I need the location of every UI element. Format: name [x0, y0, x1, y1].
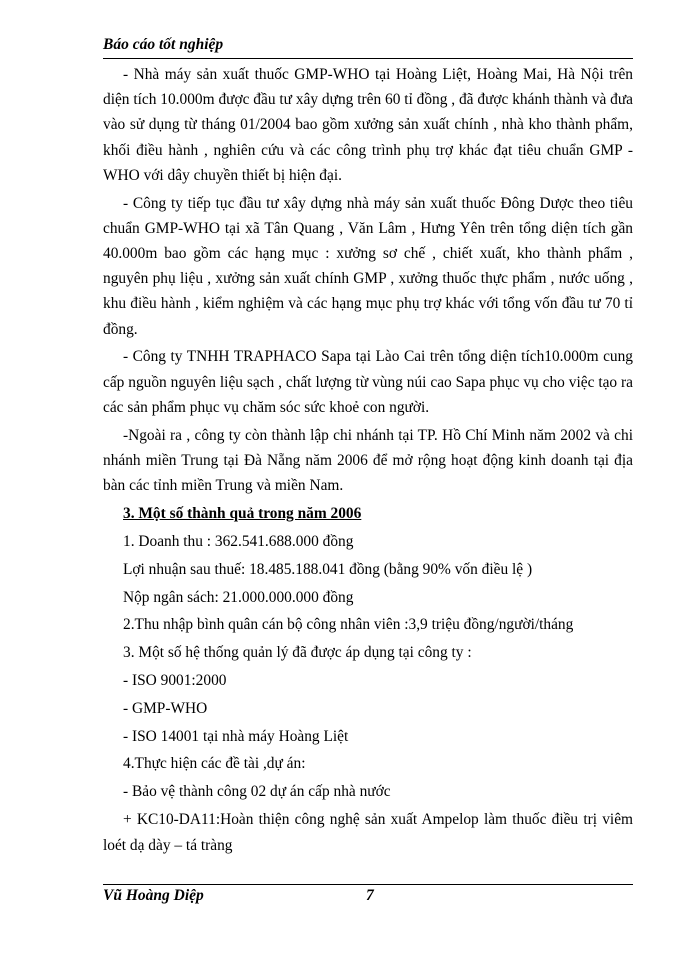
list-item: - ISO 9001:2000 — [123, 672, 227, 690]
document-body — [103, 62, 633, 858]
header-title: Báo cáo tốt nghiệp — [103, 36, 224, 53]
paragraph-branches: -Ngoài ra , công ty còn thành lập chi nhánh tại TP. Hồ Chí Minh năm 2002 và chi nhánh miền Trung tại Đà Nẵng năm 2006 để mở rộng hoạt động kinh doanh tại địa bàn các tỉnh miền Trung và miền Nam. — [103, 426, 633, 495]
paragraph-kc10-project: + KC10-DA11:Hoàn thiện công nghệ sản xuất Ampelop làm thuốc điều trị viêm loét dạ dày – tá tràng — [103, 811, 633, 854]
list-item: - Bảo vệ thành công 02 dự án cấp nhà nước — [123, 783, 391, 801]
page-number: 7 — [366, 887, 374, 904]
income-line: 2.Thu nhập bình quân cán bộ công nhân viên :3,9 triệu đồng/người/tháng — [123, 616, 574, 634]
projects-heading-line: 4.Thực hiện các đề tài ,dự án: — [123, 755, 306, 773]
paragraph-hung-yen-factory: - Công ty tiếp tục đầu tư xây dựng nhà máy sản xuất thuốc Đông Dược theo tiêu chuẩn GMP-WHO tại xã Tân Quang , Văn Lâm , Hưng Yên trên tổng diện tích gần 40.000m bao gồm các hạng mục : xưởng sơ chế , chiết xuất, kho thành phẩm , nguyên phụ liệu , xưởng sản xuất chính GMP , xưởng thuốc thực phẩm , nước uống , khu điều hành , kiểm nghiệm và các hạng mục phụ trợ khác với tổng vốn đầu tư 70 tỉ đồng. — [103, 194, 633, 338]
paragraph-sapa-company: - Công ty TNHH TRAPHACO Sapa tại Lào Cai trên tổng diện tích10.000m cung cấp nguồn nguyên liệu sạch , chất lượng từ vùng núi cao Sapa phục vụ cho việc tạo ra các sản phẩm phục vụ chăm sóc sức khoẻ con người. — [103, 348, 633, 416]
profit-line: Lợi nhuận sau thuế: 18.485.188.041 đồng (bằng 90% vốn điều lệ ) — [123, 560, 533, 578]
list-item: - GMP-WHO — [123, 699, 208, 717]
section-heading: 3. Một số thành quả trong năm 2006 — [123, 505, 362, 523]
page-header — [103, 34, 633, 59]
footer-author: Vũ Hoàng Diệp — [103, 887, 204, 904]
revenue-line: 1. Doanh thu : 362.541.688.000 đồng — [123, 533, 354, 551]
list-item: - ISO 14001 tại nhà máy Hoàng Liệt — [123, 727, 349, 745]
page-footer — [103, 884, 633, 907]
systems-heading-line: 3. Một số hệ thống quản lý đã được áp dụng tại công ty : — [123, 644, 472, 662]
paragraph-hoang-liet-factory: - Nhà máy sản xuất thuốc GMP-WHO tại Hoàng Liệt, Hoàng Mai, Hà Nội trên diện tích 10.000m được đầu tư xây dựng trên 60 tỉ đồng , đã được khánh thành và đưa vào sử dụng từ tháng 01/2004 bao gồm xưởng sản xuất chính , nhà kho thành phẩm, khối điều hành , nghiên cứu và các công trình phụ trợ khác đạt tiêu chuẩn GMP -WHO với dây chuyền thiết bị hiện đại. — [103, 66, 633, 184]
budget-line: Nộp ngân sách: 21.000.000.000 đồng — [123, 588, 354, 606]
